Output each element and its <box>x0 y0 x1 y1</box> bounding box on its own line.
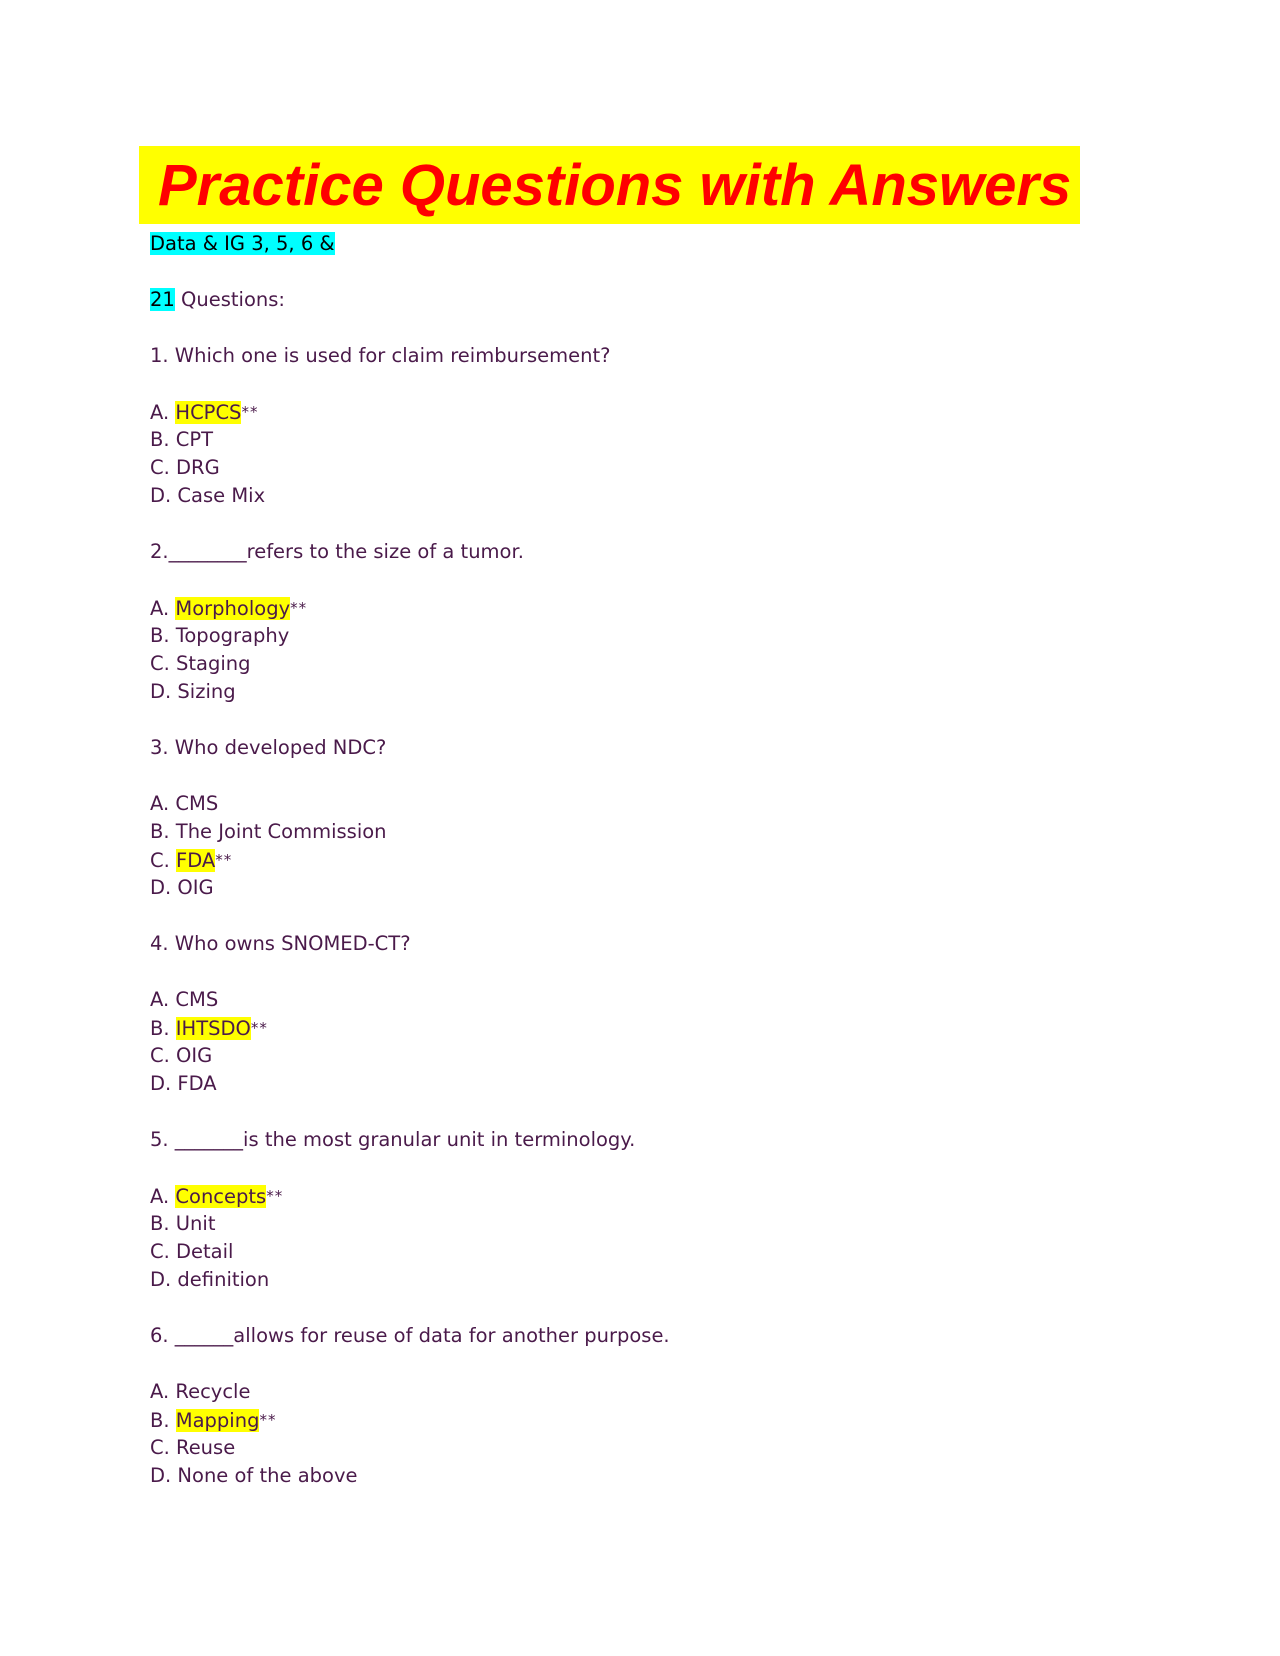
option-letter: C. <box>150 652 177 675</box>
subtitle-line <box>150 230 1150 258</box>
option-letter: D. <box>150 1268 178 1291</box>
option-text: OIG <box>176 1044 213 1067</box>
answer-option <box>150 818 1150 846</box>
question-count-number: 21 <box>150 288 175 311</box>
question-block <box>150 930 1150 1126</box>
question-block <box>150 538 1150 734</box>
answer-option <box>150 874 1150 902</box>
answer-option <box>150 1042 1150 1070</box>
option-text: Sizing <box>177 680 236 703</box>
question-text: 4. Who owns SNOMED-CT? <box>150 932 411 955</box>
question-count-line <box>150 286 1150 314</box>
option-text: None of the above <box>177 1464 358 1487</box>
answer-option <box>150 1238 1150 1266</box>
answer-option <box>150 790 1150 818</box>
answer-option <box>150 1182 1150 1210</box>
option-letter: D. <box>150 876 178 899</box>
answer-option <box>150 1014 1150 1042</box>
option-letter: D. <box>150 484 178 507</box>
correct-answer-text: Concepts <box>175 1185 267 1208</box>
page-title: Practice Questions with Answers <box>158 153 1072 218</box>
answer-option <box>150 1434 1150 1462</box>
answer-option <box>150 454 1150 482</box>
answer-option <box>150 1406 1150 1434</box>
option-letter: A. <box>150 1185 176 1208</box>
option-text: Case Mix <box>177 484 266 507</box>
option-text: OIG <box>177 876 214 899</box>
answer-option <box>150 426 1150 454</box>
option-letter: C. <box>150 1436 177 1459</box>
option-text: The Joint Commission <box>175 820 387 843</box>
answer-option <box>150 1378 1150 1406</box>
option-letter: A. <box>150 401 176 424</box>
option-letter: C. <box>150 456 177 479</box>
correct-answer-marker: ** <box>241 403 259 421</box>
option-text: Unit <box>175 1212 216 1235</box>
question-count-label: Questions: <box>174 288 285 311</box>
option-text: CPT <box>175 428 214 451</box>
option-letter: B. <box>150 624 176 647</box>
option-letter: D. <box>150 680 178 703</box>
option-text: Detail <box>176 1240 234 1263</box>
answer-option <box>150 1266 1150 1294</box>
correct-answer-text: IHTSDO <box>175 1017 251 1040</box>
correct-answer-text: HCPCS <box>175 401 242 424</box>
answer-option <box>150 678 1150 706</box>
option-text: Staging <box>176 652 251 675</box>
correct-answer-text: Mapping <box>175 1409 260 1432</box>
option-text: Recycle <box>175 1380 251 1403</box>
option-letter: B. <box>150 1017 176 1040</box>
option-letter: D. <box>150 1072 178 1095</box>
answer-option <box>150 482 1150 510</box>
document-body <box>150 230 1150 1490</box>
question-block <box>150 1322 1150 1490</box>
answer-option <box>150 1070 1150 1098</box>
answer-option <box>150 846 1150 874</box>
option-text: FDA <box>177 1072 217 1095</box>
answer-option <box>150 622 1150 650</box>
question-block <box>150 1126 1150 1322</box>
answer-option <box>150 1210 1150 1238</box>
correct-answer-marker: ** <box>259 1411 277 1429</box>
correct-answer-text: FDA <box>176 849 216 872</box>
answer-option <box>150 1462 1150 1490</box>
question-text: 6. ______allows for reuse of data for another purpose. <box>150 1324 670 1347</box>
question-block <box>150 342 1150 538</box>
question-text: 3. Who developed NDC? <box>150 736 387 759</box>
question-block <box>150 734 1150 930</box>
correct-answer-marker: ** <box>215 851 233 869</box>
option-letter: C. <box>150 849 177 872</box>
option-text: CMS <box>175 792 219 815</box>
question-text: 2.________refers to the size of a tumor. <box>150 540 524 563</box>
option-letter: D. <box>150 1464 178 1487</box>
option-text: Reuse <box>176 1436 236 1459</box>
option-text: CMS <box>175 988 219 1011</box>
correct-answer-marker: ** <box>266 1187 284 1205</box>
option-letter: B. <box>150 1409 176 1432</box>
answer-option <box>150 986 1150 1014</box>
subtitle: Data & IG 3, 5, 6 & <box>150 232 335 255</box>
correct-answer-marker: ** <box>290 599 308 617</box>
correct-answer-marker: ** <box>250 1019 268 1037</box>
question-text: 5. _______is the most granular unit in terminology. <box>150 1128 636 1151</box>
question-text: 1. Which one is used for claim reimbursement? <box>150 344 611 367</box>
correct-answer-text: Morphology <box>175 597 291 620</box>
question-list <box>150 342 1150 1490</box>
option-text: definition <box>177 1268 270 1291</box>
option-letter: B. <box>150 1212 176 1235</box>
answer-option <box>150 650 1150 678</box>
option-text: Topography <box>175 624 290 647</box>
option-letter: C. <box>150 1044 177 1067</box>
option-letter: B. <box>150 428 176 451</box>
option-letter: A. <box>150 792 176 815</box>
answer-option <box>150 594 1150 622</box>
answer-option <box>150 398 1150 426</box>
option-text: DRG <box>176 456 220 479</box>
option-letter: C. <box>150 1240 177 1263</box>
option-letter: A. <box>150 988 176 1011</box>
option-letter: B. <box>150 820 176 843</box>
title-banner <box>139 146 1080 224</box>
option-letter: A. <box>150 597 176 620</box>
option-letter: A. <box>150 1380 176 1403</box>
